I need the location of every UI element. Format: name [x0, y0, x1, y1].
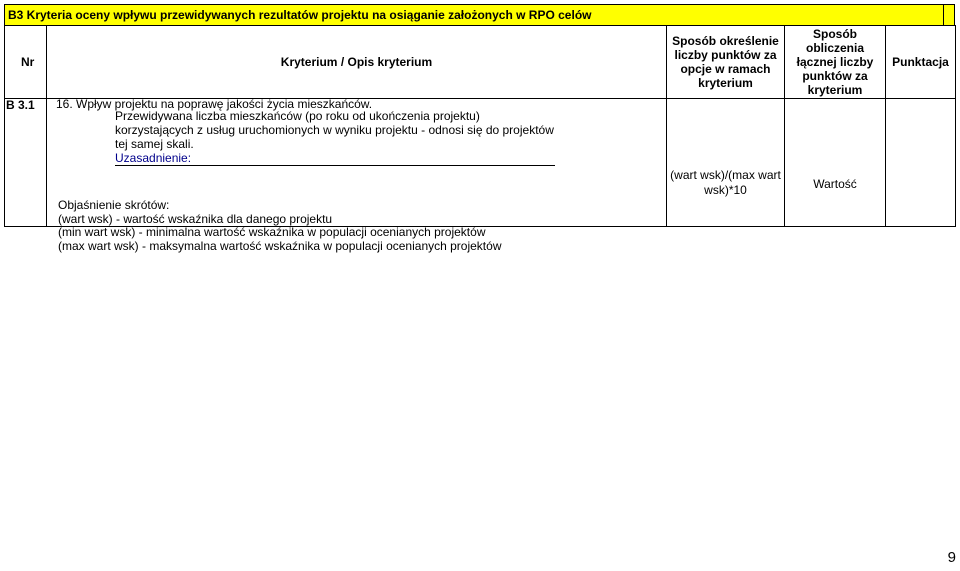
row-code-cell — [5, 99, 47, 227]
criterion-description-box — [115, 109, 555, 166]
punktacja-cell[interactable] — [886, 99, 956, 227]
section-title: B3 Kryteria oceny wpływu przewidywanych rezultatów projektu na osiąganie założonych w RPO celów — [8, 8, 592, 22]
notes-heading: Objaśnienie skrótów: — [58, 198, 170, 212]
header-kryterium: Kryterium / Opis kryterium — [47, 26, 667, 99]
header-sposob-okreslenie: Sposób określenie liczby punktów za opcje w ramach kryterium — [667, 26, 785, 99]
wartosc-cell: Wartość — [785, 99, 886, 227]
criterion-description: Przewidywana liczba mieszkańców (po roku od ukończenia projektu) korzystających z usług uruchomionych w wyniku projektu - odnosi się do projektów tej samej skali. — [115, 109, 554, 151]
notes-line: (wart wsk) - wartość wskaźnika dla danego projektu — [58, 211, 333, 226]
notes-line: (min wart wsk) - minimalna wartość wskaźnika w populacji ocenianych projektów — [58, 225, 486, 239]
notes-line: (max wart wsk) - maksymalna wartość wskaźnika w populacji ocenianych projektów — [58, 238, 502, 253]
header-nr: Nr — [5, 26, 47, 99]
row-code: B 3.1 — [6, 98, 35, 112]
formula-cell: (wart wsk)/(max wart wsk)*10 — [667, 99, 785, 227]
title-bar-end-cell — [943, 5, 954, 25]
header-punktacja: Punktacja — [886, 26, 956, 99]
section-title-bar — [4, 4, 955, 26]
uzasadnienie-label: Uzasadnienie: — [115, 151, 555, 166]
table-header-row — [5, 26, 956, 99]
page-number: 9 — [947, 549, 956, 566]
criteria-table — [4, 25, 956, 227]
header-sposob-obliczenia: Sposób obliczenia łącznej liczby punktów za kryterium — [785, 26, 886, 99]
criterion-question: 16. Wpływ projektu na poprawę jakości życia mieszkańców. — [56, 97, 373, 111]
abbreviations-notes — [58, 199, 501, 253]
